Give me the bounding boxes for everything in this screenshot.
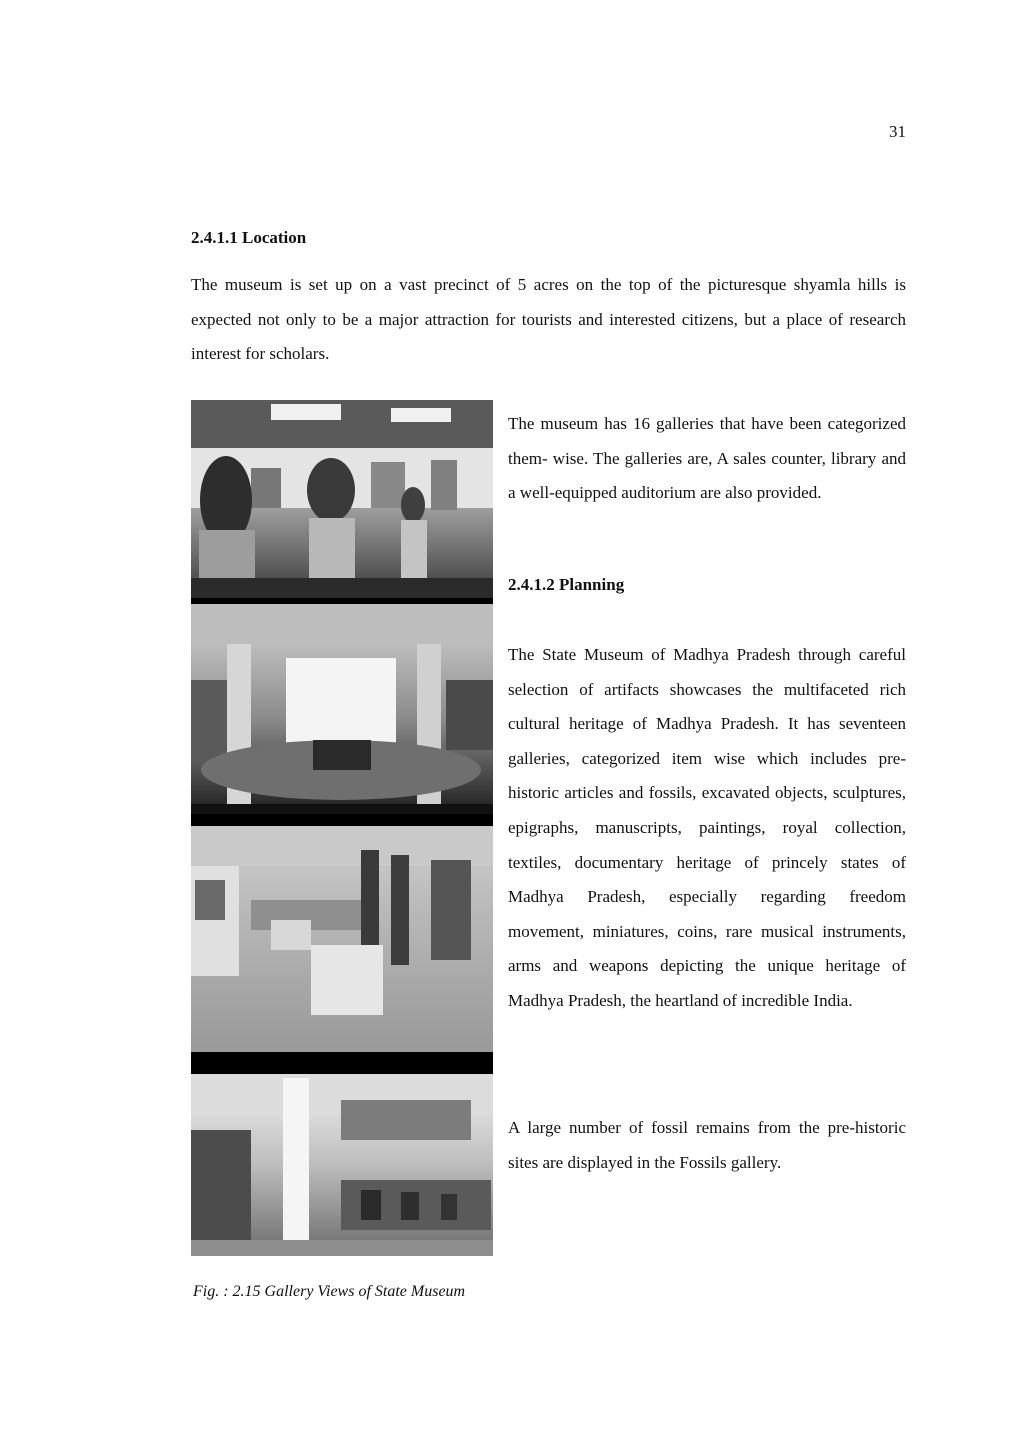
section-heading-location: 2.4.1.1 Location xyxy=(191,228,307,247)
gallery-photo-sculptures xyxy=(191,400,493,598)
figure-caption: Fig. : 2.15 Gallery Views of State Museum xyxy=(193,1283,466,1300)
gallery-photo-ground-floor xyxy=(191,1074,493,1256)
gallery-photo-hall xyxy=(191,604,493,814)
fossils-paragraph: A large number of fossil remains from the pre-historic sites are displayed in the Fossils gallery. xyxy=(508,1118,906,1172)
planning-paragraph: The State Museum of Madhya Pradesh through careful selection of artifacts showcases the multifaceted rich cultural heritage of Madhya Pradesh. It has seventeen galleries, categorized item wise which includes pre-historic articles and fossils, excavated objects, sculptures, epigraphs, manuscripts, paintings, royal collection, textiles, documentary heritage of princely states of Madhya Pradesh, especially regarding freedom movement, miniatures, coins, rare musical instruments, arms and weapons depicting the unique heritage of Madhya Pradesh, the heartland of incredible India. xyxy=(508,645,906,1010)
gallery-photo-displays xyxy=(191,826,493,1052)
location-paragraph: The museum is set up on a vast precinct of 5 acres on the top of the picturesque shyamla hills is expected not only to be a major attraction for tourists and interested citizens, but a place of research interest for scholars. xyxy=(191,275,906,364)
page-number: 31 xyxy=(889,122,906,141)
gallery-photo-figure xyxy=(191,400,493,1256)
galleries-paragraph: The museum has 16 galleries that have been categorized them- wise. The galleries are, A sales counter, library and a well-equipped auditorium are also provided. xyxy=(508,414,906,503)
section-heading-planning: 2.4.1.2 Planning xyxy=(508,575,625,594)
